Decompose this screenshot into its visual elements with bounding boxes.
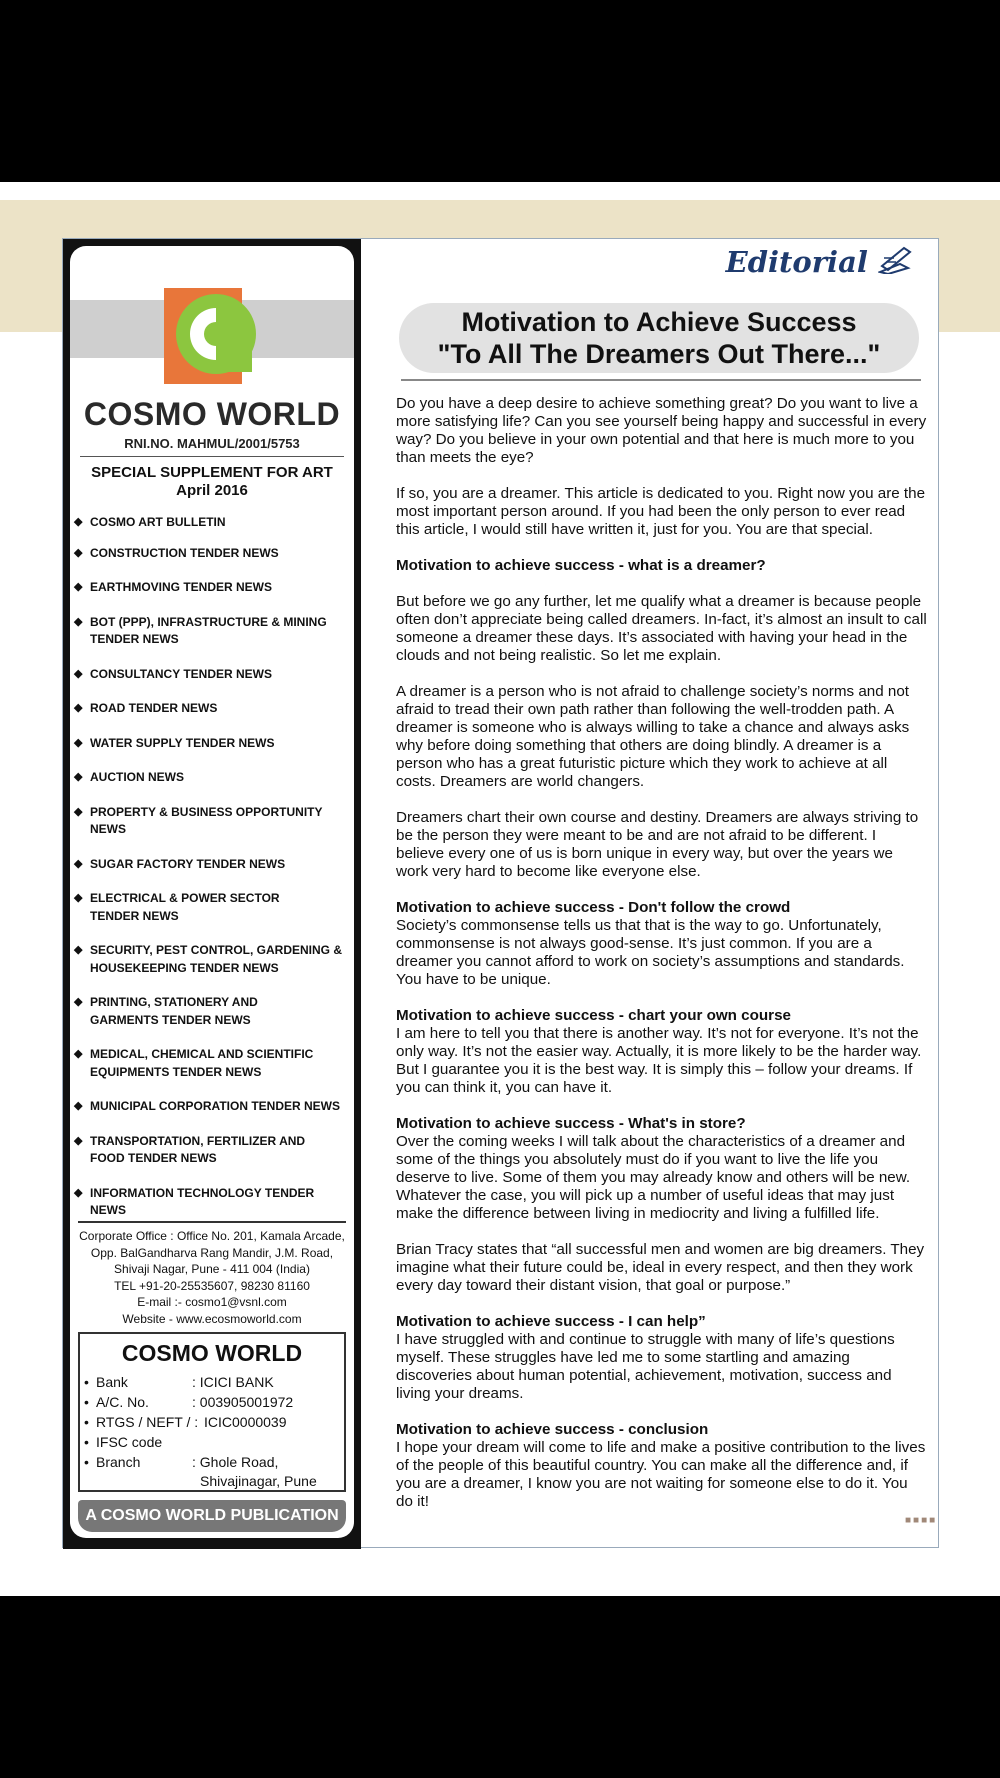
ifsc-row: • IFSC code	[84, 1434, 163, 1450]
title-line-2: "To All The Dreamers Out There..."	[437, 339, 881, 369]
news-item: ◆ PRINTING, STATIONERY AND GARMENTS TENDER NEWS	[74, 994, 352, 1029]
corporate-office-address: Corporate Office : Office No. 201, Kamala Arcade, Opp. BalGandharva Rang Mandir, J.M. Road, Shivaji Nagar, Pune - 411 004 (India) TEL +91-20-25535607, 98230 81160 E-mail :- cosmo1@vsnl.com Website - www.ecosmoworld.com	[79, 1229, 345, 1326]
editorial-page	[62, 238, 939, 1548]
bank-box-title: COSMO WORLD	[121, 1340, 303, 1366]
logo-green-tail	[226, 346, 252, 372]
news-item: ◆ EARTHMOVING TENDER NEWS	[74, 579, 352, 597]
divider	[78, 1221, 346, 1223]
article-paragraph: Brian Tracy states that “all successful men and women are big dreamers. They imagine what their future could be, ideal in every respect, and then they work every day toward their distant vision, that goal or purpose.”	[396, 1241, 925, 1294]
article-title	[399, 303, 919, 373]
article-paragraph: I hope your dream will come to life and make a positive contribution to the lives of the people of this beautiful country. You can make all the difference and, if you are a dreamer, I know you are not waiting for someone else to do it. You do it!	[396, 1439, 926, 1510]
news-item: ◆ CONSTRUCTION TENDER NEWS	[74, 545, 352, 563]
article-paragraph: But before we go any further, let me qualify what a dreamer is because people often don’t appreciate being called dreamers. In-fact, it’s almost an insult to call someone a dreamer these days. It’s associated with having your head in the clouds and not being realistic. So let me explain.	[396, 593, 927, 664]
news-item: ◆ PROPERTY & BUSINESS OPPORTUNITY NEWS	[74, 804, 352, 839]
c-logo-icon	[164, 288, 260, 384]
article-paragraph: I am here to tell you that there is another way. It’s not for everyone. It’s not the only way. It’s not the easier way. Actually, it is more likely to be the harder way. But I guarantee you it is the best way. It is simply this – follow your dreams. If you can think it, you can have it.	[396, 1025, 922, 1096]
pen-writing-icon	[878, 246, 918, 274]
article-subheading: Motivation to achieve success - I can help”	[396, 1313, 706, 1330]
rni-number: RNI.NO. MAHMUL/2001/5753	[124, 436, 300, 451]
editorial-article	[361, 239, 940, 1549]
article-paragraph: If so, you are a dreamer. This article is dedicated to you. Right now you are the most important person around. If you had been the only person to ever read this article, I would still have written it, just for you. You are that special.	[396, 485, 926, 538]
bank-details-box	[78, 1332, 346, 1492]
article-subheading: Motivation to achieve success - conclusion	[396, 1421, 709, 1438]
title-divider	[401, 379, 921, 381]
branch-row: • Branch : Ghole Road, Shivajinagar, Pune	[84, 1454, 317, 1489]
news-item: ◆ MEDICAL, CHEMICAL AND SCIENTIFIC EQUIPMENTS TENDER NEWS	[74, 1046, 352, 1081]
supplement-title: SPECIAL SUPPLEMENT FOR ART	[91, 464, 333, 481]
brand-name: COSMO WORLD	[83, 396, 341, 432]
account-row: • A/C. No. : 003905001972	[84, 1394, 294, 1410]
news-category-list	[74, 514, 352, 1220]
article-paragraph: Society’s commonsense tells us that that is the way to go. Unfortunately, commonsense is not always good-sense. It’s just common. If you are a dreamer you cannot afford to work on society’s assumptions and standards. You have to be unique.	[396, 917, 905, 988]
article-paragraph: Over the coming weeks I will talk about the characteristics of a dreamer and some of the things you absolutely must do if you want to live the life you deserve to live. Some of them you may already know and others will be new. Whatever the case, you will pick up a number of useful ideas that may just make the difference between living in mediocrity and living a fulfilled life.	[396, 1133, 911, 1222]
news-item: ◆ SECURITY, PEST CONTROL, GARDENING & HOUSEKEEPING TENDER NEWS	[74, 942, 352, 977]
news-item: ◆ AUCTION NEWS	[74, 769, 352, 787]
article-subheading: Motivation to achieve success - chart your own course	[396, 1007, 791, 1024]
continue-marker: ■■■■	[905, 1515, 938, 1526]
supplement-date: April 2016	[176, 482, 248, 499]
news-item: ◆ WATER SUPPLY TENDER NEWS	[74, 735, 352, 753]
news-item: ◆ BOT (PPP), INFRASTRUCTURE & MINING TENDER NEWS	[74, 614, 352, 649]
news-item: ◆ INFORMATION TECHNOLOGY TENDER NEWS	[74, 1185, 352, 1220]
news-item: ◆ ELECTRICAL & POWER SECTOR TENDER NEWS	[74, 890, 352, 925]
news-item: ◆ MUNICIPAL CORPORATION TENDER NEWS	[74, 1098, 352, 1116]
sidebar	[63, 239, 361, 1549]
bank-details	[84, 1374, 344, 1492]
article-subheading: Motivation to achieve success - what is a dreamer?	[396, 557, 766, 574]
article-body	[396, 395, 928, 1511]
divider	[80, 456, 344, 457]
sidebar-panel	[70, 246, 354, 1538]
news-item: ◆ COSMO ART BULLETIN	[74, 514, 352, 532]
news-item: ◆ CONSULTANCY TENDER NEWS	[74, 666, 352, 684]
news-item: ◆ ROAD TENDER NEWS	[74, 700, 352, 718]
news-item: ◆ TRANSPORTATION, FERTILIZER AND FOOD TENDER NEWS	[74, 1133, 352, 1168]
section-label: Editorial	[726, 245, 918, 279]
rtgs-row: • RTGS / NEFT / : ICIC0000039	[84, 1414, 287, 1430]
article-paragraph: A dreamer is a person who is not afraid to challenge society’s norms and not afraid to tread their own path rather than following the well-trodden path. A dreamer is someone who is always willing to take a chance and always asks why before doing something that others are doing blindly. A dreamer is a person who has a great futuristic picture which they work to achieve at all costs. Dreamers are world changers.	[396, 683, 910, 790]
news-item: ◆ SUGAR FACTORY TENDER NEWS	[74, 856, 352, 874]
article-paragraph: Do you have a deep desire to achieve something great? Do you want to live a more satisfying life? Can you see yourself being happy and successful in every way? Do you believe in your own potential and that here is much more to you than meets the eye?	[396, 395, 927, 466]
publication-banner: A COSMO WORLD PUBLICATION	[78, 1500, 346, 1532]
article-paragraph: I have struggled with and continue to struggle with many of life’s questions myself. These struggles have led me to some startling and amazing discoveries about human potential, achievement, motivation, success and living your dreams.	[396, 1331, 895, 1402]
article-paragraph: Dreamers chart their own course and destiny. Dreamers are always striving to be the person they were meant to be and are not afraid to be different. I believe every one of us is born unique in every way, but over the years we work very hard to become like everyone else.	[396, 809, 919, 880]
article-subheading: Motivation to achieve success - Don't follow the crowd	[396, 899, 791, 916]
title-line-1: Motivation to Achieve Success	[461, 307, 857, 337]
article-subheading: Motivation to achieve success - What's in store?	[396, 1115, 746, 1132]
bank-row: • Bank : ICICI BANK	[84, 1374, 274, 1390]
